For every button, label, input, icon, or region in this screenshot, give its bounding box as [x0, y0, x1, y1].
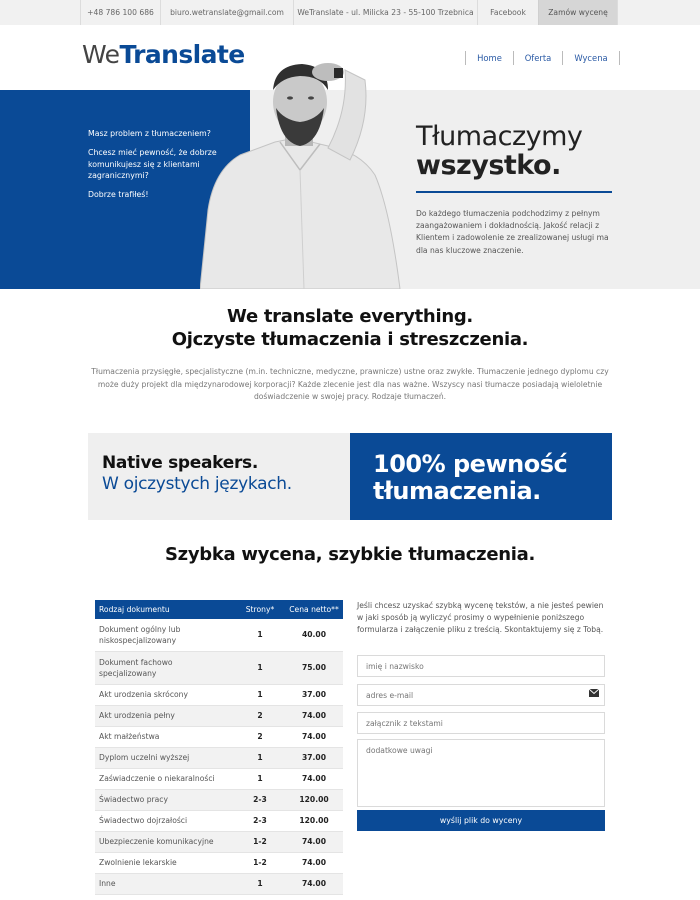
row-price: 75.00 [285, 651, 343, 684]
col-pages: Strony* [235, 600, 285, 619]
price-table-row [95, 651, 343, 684]
price-table-row [95, 768, 343, 789]
row-price: 74.00 [285, 831, 343, 852]
hero-question-3: Dobrze trafiłeś! [88, 190, 149, 199]
row-price: 74.00 [285, 705, 343, 726]
price-table-row [95, 619, 343, 651]
topbar-facebook-link[interactable]: Facebook [477, 0, 538, 25]
row-pages: 1-2 [235, 852, 285, 873]
nav-quote[interactable]: Wycena [562, 51, 620, 65]
notes-textarea[interactable] [357, 739, 605, 807]
row-pages: 2 [235, 705, 285, 726]
price-table-row [95, 789, 343, 810]
certainty-banner [350, 433, 612, 520]
price-table [95, 600, 343, 895]
hero-description: Do każdego tłumaczenia podchodzimy z pełnym zaangażowaniem i dokładnością. Jakość relacji z Klientem i zadowolenie ze zrealizowanej usługi ma dla nas kluczowe znaczenie. [416, 209, 609, 255]
row-pages: 1 [235, 651, 285, 684]
raised-arm [328, 70, 366, 160]
col-net-price: Cena netto** [285, 600, 343, 619]
hero-question-1: Masz problem z tłumaczeniem? [88, 129, 211, 138]
price-table-row [95, 810, 343, 831]
row-document-name: Akt urodzenia skrócony [95, 684, 235, 705]
row-document-name: Inne [95, 873, 235, 894]
quote-form-intro: Jeśli chcesz uzyskać szybką wycenę tekstów, a nie jesteś pewien w jaki sposób ją wyliczyć prosimy o wypełnienie poniższego formularza i załączenie pliku z treścią. Skontaktujemy się z Tobą. [357, 601, 604, 635]
row-pages: 1 [235, 768, 285, 789]
price-table-row [95, 684, 343, 705]
row-document-name: Zaświadczenie o niekaralności [95, 768, 235, 789]
row-pages: 2 [235, 726, 285, 747]
price-table-row [95, 705, 343, 726]
row-price: 74.00 [285, 852, 343, 873]
price-table-row [95, 831, 343, 852]
row-document-name: Świadectwo pracy [95, 789, 235, 810]
topbar-address: WeTranslate - ul. Milicka 23 - 55-100 Trzebnica [293, 0, 477, 25]
hero-title-line1: Tłumaczymy [416, 121, 583, 152]
row-price: 37.00 [285, 684, 343, 705]
row-price: 74.00 [285, 726, 343, 747]
topbar-email[interactable]: biuro.wetranslate@gmail.com [160, 0, 293, 25]
hero-divider [416, 191, 612, 193]
intro-title-line2: Ojczyste tłumaczenia i streszczenia. [171, 329, 529, 350]
right-eye [308, 96, 314, 99]
price-table-row [95, 726, 343, 747]
topbar-phone[interactable]: +48 786 100 686 [80, 0, 160, 25]
row-pages: 1-2 [235, 831, 285, 852]
order-quote-button[interactable]: Zamów wycenę [538, 0, 618, 25]
row-pages: 1 [235, 873, 285, 894]
intro-text: Tłumaczenia przysięgłe, specjalistyczne (m.in. techniczne, medyczne, prawnicze) ustne oraz zwykłe. Tłumaczenie jednego dyplomu czy może duży projekt dla międzynarodowej korporacji? Każde zlecenie jest dla nas ważne. Wszyscy nasi tłumacze posiadają wieloletnie doświadczenie w swojej pracy. Rodzaje tłumaczeń. [91, 367, 609, 401]
hero-man-photo [200, 60, 410, 289]
submit-quote-button[interactable]: wyślij plik do wyceny [357, 810, 605, 831]
row-price: 40.00 [285, 619, 343, 651]
row-pages: 1 [235, 684, 285, 705]
watch-shape [334, 68, 343, 78]
row-pages: 1 [235, 747, 285, 768]
hero-title-line2: wszystko. [416, 150, 561, 181]
row-price: 74.00 [285, 873, 343, 894]
email-input[interactable] [357, 684, 605, 706]
nav-home[interactable]: Home [465, 51, 513, 65]
row-pages: 2-3 [235, 789, 285, 810]
native-speakers-banner [88, 433, 350, 520]
row-document-name: Akt małżeństwa [95, 726, 235, 747]
pricing-title: Szybka wycena, szybkie tłumaczenia. [165, 544, 535, 565]
row-price: 120.00 [285, 789, 343, 810]
shirt-shape [200, 138, 400, 289]
row-document-name: Świadectwo dojrzałości [95, 810, 235, 831]
row-document-name: Dyplom uczelni wyższej [95, 747, 235, 768]
name-input[interactable] [357, 655, 605, 677]
row-document-name: Akt urodzenia pełny [95, 705, 235, 726]
hero-question-2: Chcesz mieć pewność, że dobrze komunikujesz się z klientami zagranicznymi? [88, 148, 217, 180]
row-document-name: Dokument ogólny lub niskospecjalizowany [95, 619, 235, 651]
top-info-bar [0, 0, 700, 25]
row-pages: 2-3 [235, 810, 285, 831]
row-price: 120.00 [285, 810, 343, 831]
nav-offer[interactable]: Oferta [513, 51, 562, 65]
certainty-line1: 100% pewność [373, 450, 568, 478]
envelope-icon [589, 689, 599, 697]
price-table-row [95, 852, 343, 873]
row-document-name: Zwolnienie lekarskie [95, 852, 235, 873]
row-price: 74.00 [285, 768, 343, 789]
row-pages: 1 [235, 619, 285, 651]
price-table-row [95, 873, 343, 894]
row-price: 37.00 [285, 747, 343, 768]
native-speakers-subtitle: W ojczystych językach. [102, 474, 292, 494]
attachment-input[interactable] [357, 712, 605, 734]
price-table-row [95, 747, 343, 768]
price-table-header [95, 600, 343, 619]
certainty-line2: tłumaczenia. [373, 477, 541, 505]
native-speakers-title: Native speakers. [102, 453, 259, 473]
logo-part-translate: Translate [119, 40, 245, 69]
row-document-name: Dokument fachowo specjalizowany [95, 651, 235, 684]
left-eye [287, 96, 293, 99]
row-document-name: Ubezpieczenie komunikacyjne [95, 831, 235, 852]
col-document-type: Rodzaj dokumentu [95, 600, 235, 619]
intro-title-line1: We translate everything. [227, 306, 473, 327]
logo-part-we: We [82, 40, 120, 69]
